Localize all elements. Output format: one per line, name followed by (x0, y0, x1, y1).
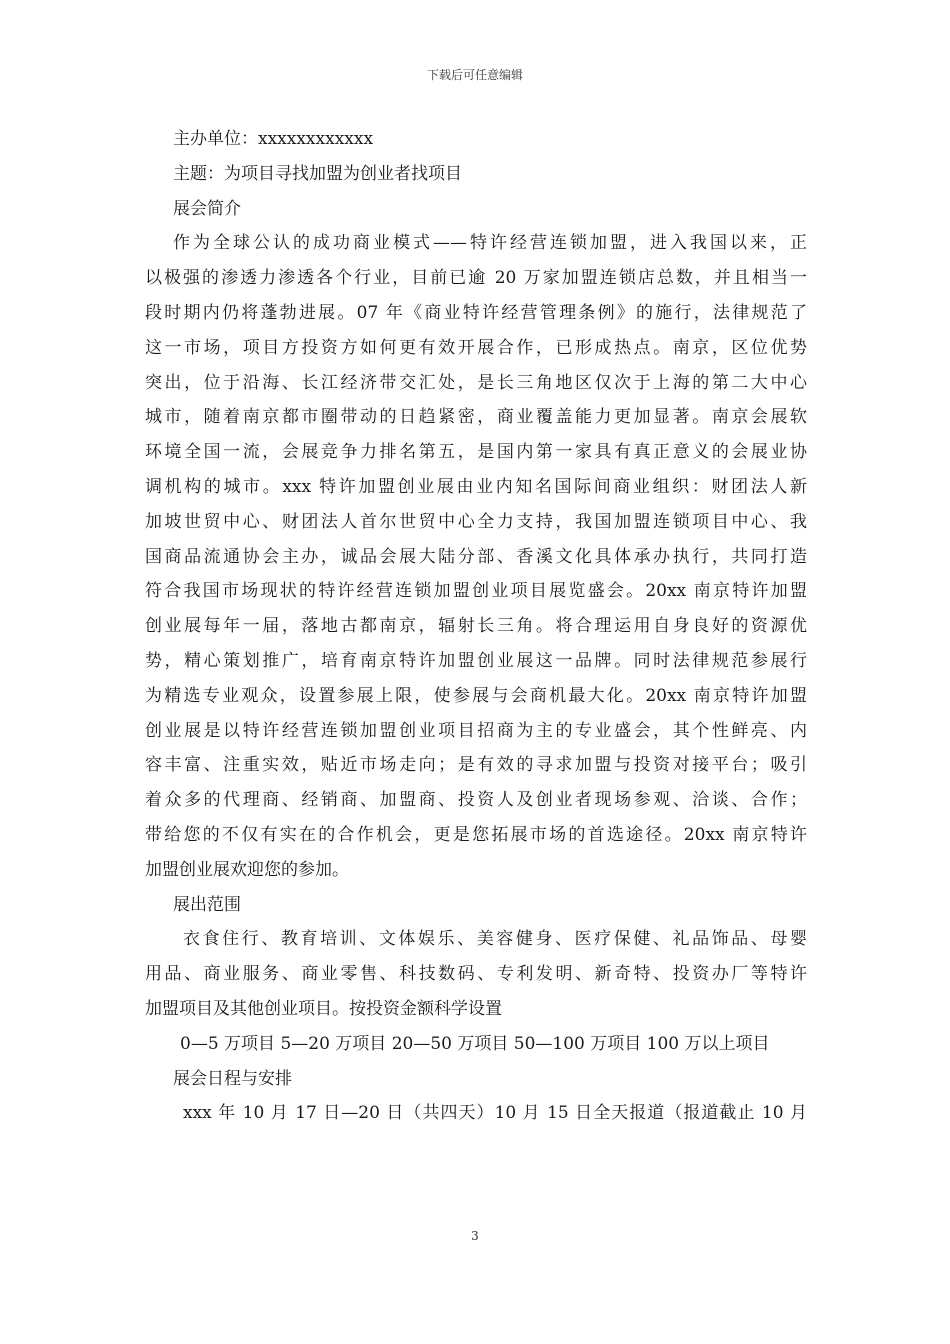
intro-line: 调机构的城市。xxx 特许加盟创业展由业内知名国际间商业组织：财团法人新 (145, 476, 807, 497)
scope-line: 加盟项目及其他创业项目。按投资金额科学设置 (145, 998, 502, 1019)
page-header: 下载后可任意编辑 (426, 68, 523, 82)
intro-line: 这一市场，项目方投资方如何更有效开展合作，已形成热点。南京，区位优势 (145, 337, 807, 358)
intro-line: 为精选专业观众，设置参展上限，使参展与会商机最大化。20xx 南京特许加盟 (145, 685, 807, 706)
intro-line: 国商品流通协会主办，诚品会展大陆分部、香溪文化具体承办执行，共同打造 (145, 546, 807, 567)
schedule-line: xxx 年 10 月 17 日—20 日（共四天）10 月 15 日全天报道（报道截止 10 月 (183, 1103, 807, 1124)
intro-line: 城市，随着南京都市圈带动的日趋紧密，商业覆盖能力更加显著。南京会展软 (145, 407, 807, 428)
investment-ranges: 0—5 万项目 5—20 万项目 20—50 万项目 50—100 万项目 100 万以上项目 (180, 1033, 770, 1054)
intro-line: 创业展是以特许经营连锁加盟创业项目招商为主的专业盛会，其个性鲜亮、内 (145, 720, 807, 741)
scope-heading: 展出范围 (173, 894, 241, 915)
intro-line: 加坡世贸中心、财团法人首尔世贸中心全力支持，我国加盟连锁项目中心、我 (145, 511, 807, 532)
organizer-line: 主办单位：xxxxxxxxxxxx (173, 129, 374, 149)
intro-line: 带给您的不仅有实在的合作机会，更是您拓展市场的首选途径。20xx 南京特许 (145, 824, 807, 845)
intro-line: 段时期内仍将蓬勃进展。07 年《商业特许经营管理条例》的施行，法律规范了 (145, 302, 807, 323)
document-body (145, 122, 807, 1131)
intro-line: 着众多的代理商、经销商、加盟商、投资人及创业者现场参观、洽谈、合作； (145, 790, 807, 811)
intro-line: 作为全球公认的成功商业模式——特许经营连锁加盟，进入我国以来，正 (173, 233, 807, 254)
intro-line: 符合我国市场现状的特许经营连锁加盟创业项目展览盛会。20xx 南京特许加盟 (145, 581, 807, 602)
intro-line: 环境全国一流，会展竞争力排名第五，是国内第一家具有真正意义的会展业协 (145, 442, 807, 463)
intro-line: 创业展每年一届，落地古都南京，辐射长三角。将合理运用自身良好的资源优 (145, 616, 807, 637)
intro-heading: 展会简介 (173, 198, 241, 219)
theme-line: 主题：为项目寻找加盟为创业者找项目 (173, 163, 462, 184)
intro-line: 突出，位于沿海、长江经济带交汇处，是长三角地区仅次于上海的第二大中心 (145, 372, 807, 393)
intro-line: 加盟创业展欢迎您的参加。 (145, 859, 349, 880)
intro-line: 势，精心策划推广，培育南京特许加盟创业展这一品牌。同时法律规范参展行 (145, 650, 807, 671)
scope-line: 用品、商业服务、商业零售、科技数码、专利发明、新奇特、投资办厂等特许 (145, 964, 807, 985)
intro-line: 以极强的渗透力渗透各个行业，目前已逾 20 万家加盟连锁店总数，并且相当一 (145, 268, 807, 289)
page-number: 3 (471, 1229, 479, 1243)
schedule-heading: 展会日程与安排 (173, 1068, 292, 1089)
scope-line: 衣食住行、教育培训、文体娱乐、美容健身、医疗保健、礼品饰品、母婴 (183, 929, 807, 950)
intro-line: 容丰富、注重实效，贴近市场走向；是有效的寻求加盟与投资对接平台；吸引 (145, 755, 807, 776)
